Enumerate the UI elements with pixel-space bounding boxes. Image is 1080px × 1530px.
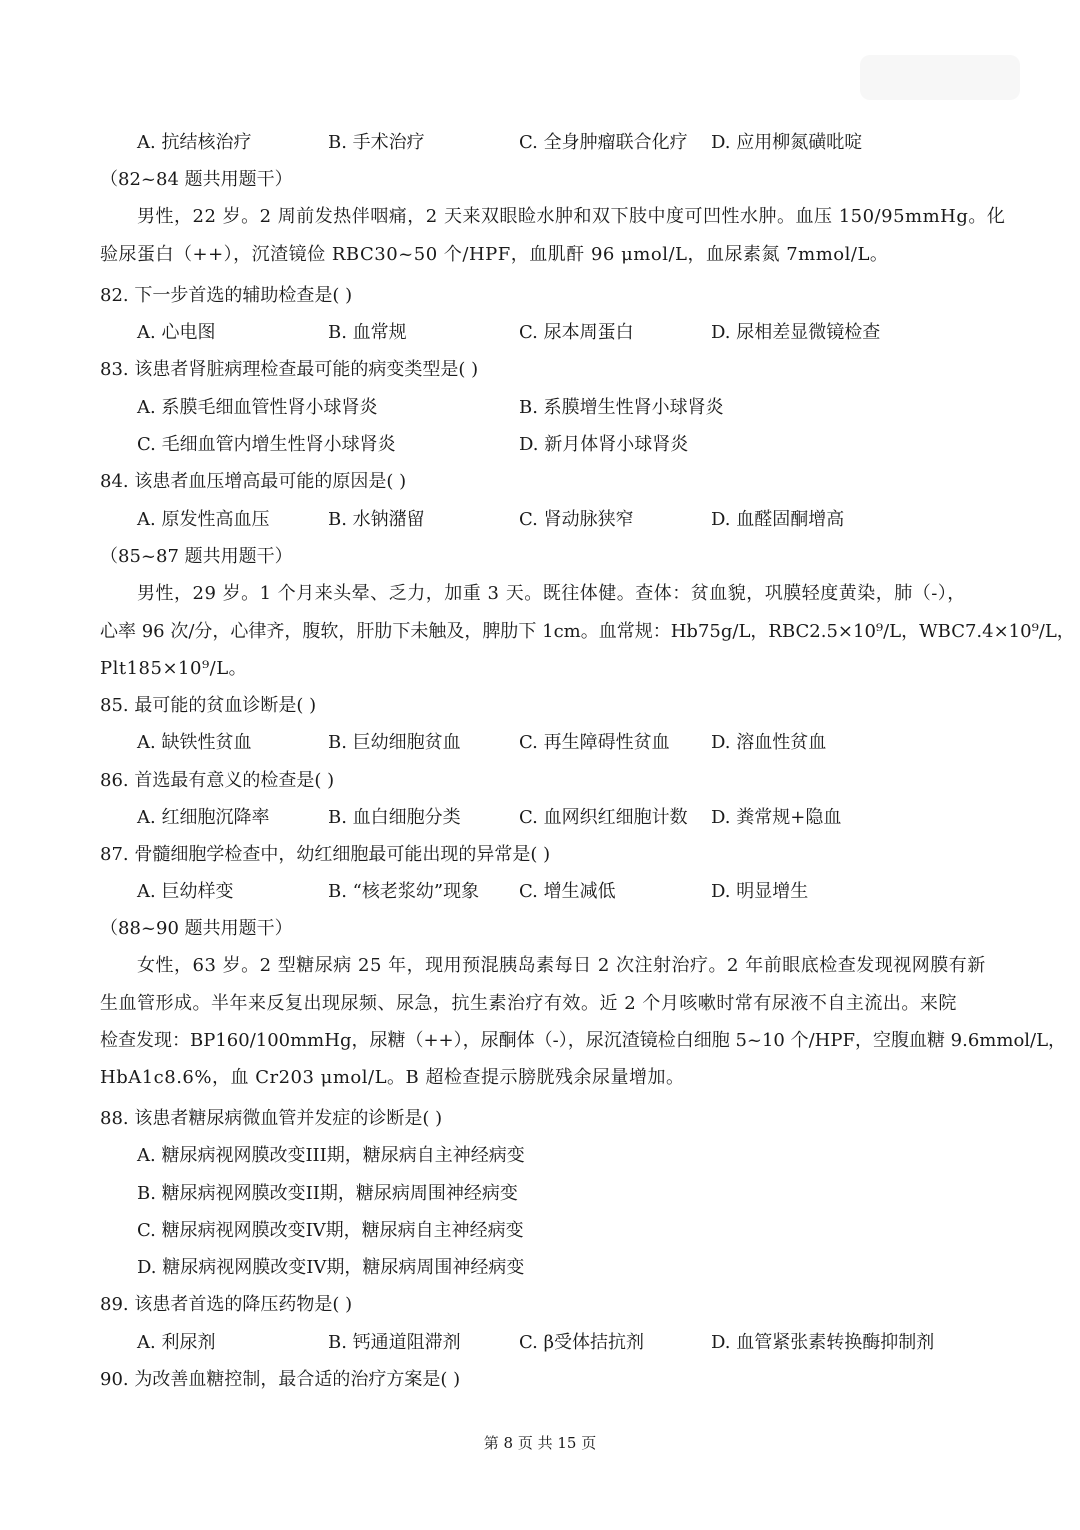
option-d: D. 血醛固酮增高: [711, 509, 845, 530]
question-86: 86. 首选最有意义的检查是( ): [100, 770, 335, 791]
question-83: 83. 该患者肾脏病理检查最可能的病变类型是( ): [100, 359, 479, 380]
option-c: C. 全身肿瘤联合化疗: [519, 132, 688, 153]
option-c: C. β受体拮抗剂: [519, 1332, 644, 1353]
option-d: D. 粪常规+隐血: [711, 807, 842, 828]
option-b: B. 系膜增生性肾小球肾炎: [519, 397, 724, 418]
stem-88-90-line2: 生血管形成。半年来反复出现尿频、尿急，抗生素治疗有效。近 2 个月咳嗽时常有尿液不自主流出。来院: [100, 993, 957, 1014]
option-b: B. 巨幼细胞贫血: [328, 732, 461, 753]
question-82: 82. 下一步首选的辅助检查是( ): [100, 285, 353, 306]
option-a: A. 原发性高血压: [137, 509, 270, 530]
group-title-88-90: （88~90 题共用题干）: [100, 918, 293, 939]
option-a: A. 抗结核治疗: [137, 132, 252, 153]
question-88: 88. 该患者糖尿病微血管并发症的诊断是( ): [100, 1108, 443, 1129]
option-b: B. 钙通道阻滞剂: [328, 1332, 461, 1353]
option-d: D. 溶血性贫血: [711, 732, 827, 753]
option-b: B. 糖尿病视网膜改变II期，糖尿病周围神经病变: [137, 1183, 518, 1204]
option-d: D. 新月体肾小球肾炎: [519, 434, 689, 455]
stem-88-90-line4: HbA1c8.6%，血 Cr203 μmol/L。B 超检查提示膀胱残余尿量增加。: [100, 1067, 685, 1088]
option-c: C. 糖尿病视网膜改变IV期，糖尿病自主神经病变: [137, 1220, 524, 1241]
option-c: C. 增生减低: [519, 881, 616, 902]
option-a: A. 巨幼样变: [137, 881, 234, 902]
question-85: 85. 最可能的贫血诊断是( ): [100, 695, 317, 716]
question-87: 87. 骨髓细胞学检查中，幼红细胞最可能出现的异常是( ): [100, 844, 551, 865]
option-c: C. 肾动脉狭窄: [519, 509, 634, 530]
group-title-82-84: （82~84 题共用题干）: [100, 169, 293, 190]
option-a: A. 利尿剂: [137, 1332, 216, 1353]
question-89: 89. 该患者首选的降压药物是( ): [100, 1294, 353, 1315]
option-a: A. 红细胞沉降率: [137, 807, 270, 828]
option-b: B. 水钠潴留: [328, 509, 425, 530]
option-d: D. 糖尿病视网膜改变IV期，糖尿病周围神经病变: [137, 1257, 525, 1278]
stem-88-90-line3: 检查发现：BP160/100mmHg，尿糖（++），尿酮体（-），尿沉渣镜检白细胞 5~10 个/HPF，空腹血糖 9.6mmol/L，: [100, 1030, 1067, 1051]
scan-smudge: [860, 55, 1020, 100]
stem-82-84-line2: 验尿蛋白（++），沉渣镜俭 RBC30~50 个/HPF，血肌酐 96 μmol/L，血尿素氮 7mmol/L。: [100, 244, 889, 265]
option-c: C. 尿本周蛋白: [519, 322, 634, 343]
option-c: C. 血网织红细胞计数: [519, 807, 688, 828]
option-d: D. 血管紧张素转换酶抑制剂: [711, 1332, 935, 1353]
option-b: B. 血常规: [328, 322, 407, 343]
group-title-85-87: （85~87 题共用题干）: [100, 546, 293, 567]
option-d: D. 应用柳氮磺吡啶: [711, 132, 863, 153]
option-b: B. 手术治疗: [328, 132, 425, 153]
stem-88-90-line1: 女性，63 岁。2 型糖尿病 25 年，现用预混胰岛素每日 2 次注射治疗。2 年前眼底检查发现视网膜有新: [137, 955, 986, 976]
option-b: B. 血白细胞分类: [328, 807, 461, 828]
question-84: 84. 该患者血压增高最可能的原因是( ): [100, 471, 407, 492]
page-footer: 第 8 页 共 15 页: [483, 1434, 597, 1452]
stem-82-84-line1: 男性，22 岁。2 周前发热伴咽痛，2 天来双眼睑水肿和双下肢中度可凹性水肿。血压 150/95mmHg。化: [137, 206, 1006, 227]
option-a: A. 缺铁性贫血: [137, 732, 252, 753]
option-a: A. 系膜毛细血管性肾小球肾炎: [137, 397, 378, 418]
option-c: C. 毛细血管内增生性肾小球肾炎: [137, 434, 396, 455]
option-d: D. 明显增生: [711, 881, 809, 902]
option-d: D. 尿相差显微镜检查: [711, 322, 881, 343]
stem-85-87-line3: Plt185×10⁹/L。: [100, 658, 248, 679]
stem-85-87-line1: 男性，29 岁。1 个月来头晕、乏力，加重 3 天。既往体健。查体：贫血貌，巩膜轻度黄染，肺（-），: [137, 583, 966, 604]
option-a: A. 糖尿病视网膜改变III期，糖尿病自主神经病变: [137, 1145, 525, 1166]
question-90: 90. 为改善血糖控制，最合适的治疗方案是( ): [100, 1369, 461, 1390]
option-b: B. “核老浆幼”现象: [328, 881, 480, 902]
stem-85-87-line2: 心率 96 次/分，心律齐，腹软，肝肋下未触及，脾肋下 1cm。血常规：Hb75g/L，RBC2.5×10⁹/L，WBC7.4×10⁹/L，: [100, 621, 1075, 642]
option-a: A. 心电图: [137, 322, 216, 343]
option-c: C. 再生障碍性贫血: [519, 732, 670, 753]
